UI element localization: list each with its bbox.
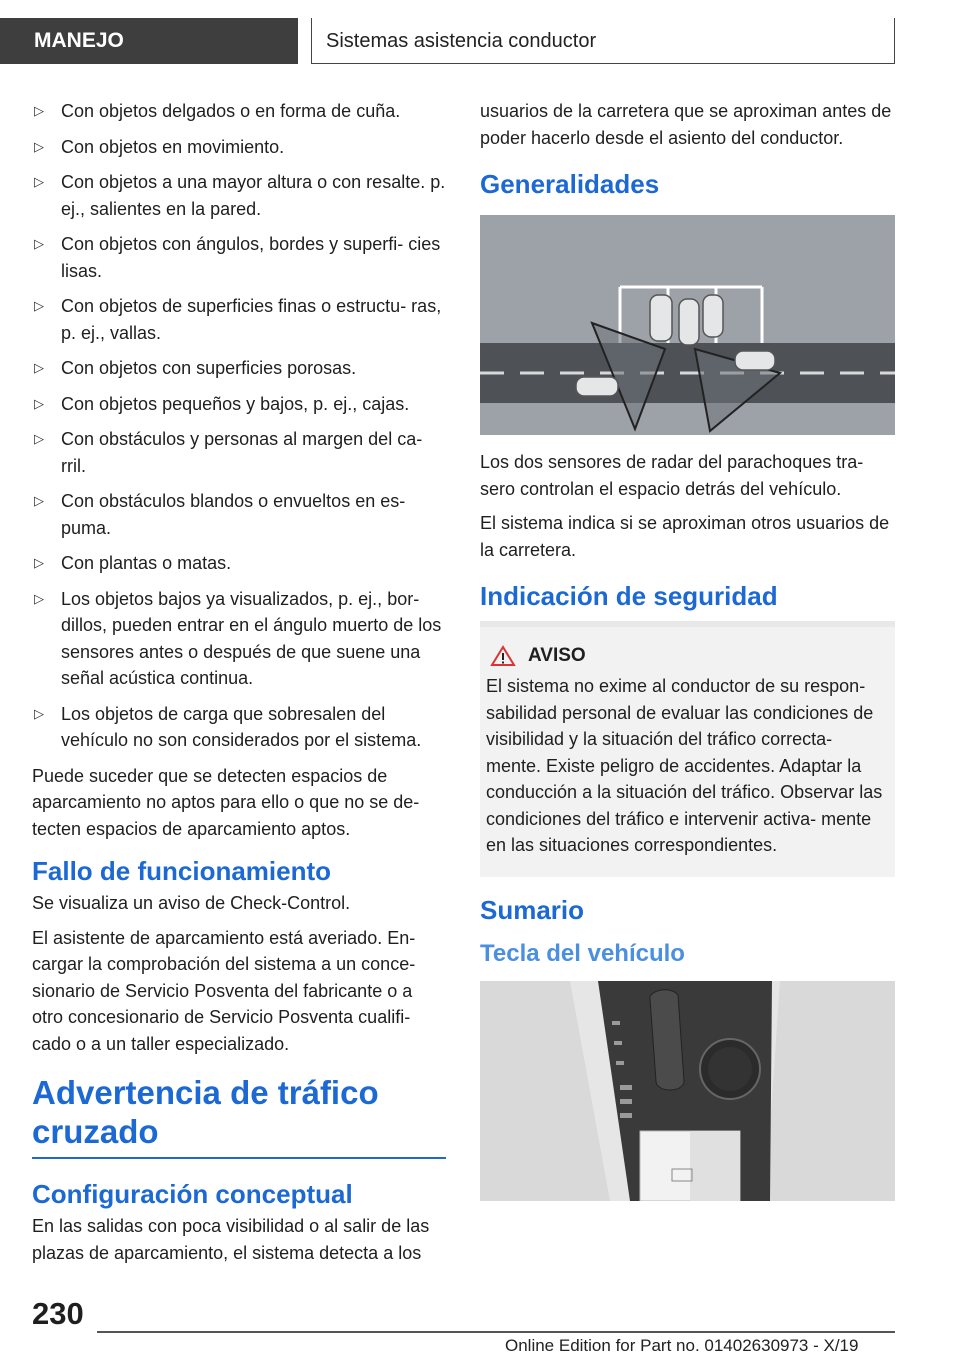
left-column	[32, 98, 446, 1274]
bullet-triangle-icon: ▷	[34, 103, 44, 118]
bullet-item	[32, 134, 446, 161]
warning-triangle-icon	[486, 645, 520, 667]
bullet-text: Con objetos delgados o en forma de cuña.	[61, 101, 401, 121]
radar-diagram-figure	[480, 215, 895, 435]
bullet-item	[32, 355, 446, 382]
bullet-triangle-icon: ▷	[34, 236, 44, 251]
bullet-item	[32, 550, 446, 577]
bullet-text: Con objetos con superficies porosas.	[61, 358, 357, 378]
bullet-triangle-icon: ▷	[34, 395, 44, 411]
heading-advertencia: Advertencia de tráfico cruzado	[32, 1074, 379, 1150]
bullet-triangle-icon: ▷	[34, 555, 44, 570]
bullet-text: Con objetos de superficies finas o estructu‐ ras, p. ej., vallas.	[61, 296, 442, 343]
heading-config: Configuración conceptual	[32, 1179, 353, 1209]
bullet-text: Los objetos bajos ya visualizados, p. ej., bor‐ dillos, pueden entrar en el ángulo muerto de los sensores antes o después de que suene una señal acústica continua.	[61, 588, 442, 688]
bullet-triangle-icon: ▷	[34, 493, 44, 508]
bullet-triangle-icon: ▷	[34, 431, 44, 446]
right-column	[480, 98, 895, 1201]
bullet-triangle-icon: ▷	[34, 174, 44, 189]
heading-generalidades: Generalidades	[480, 169, 660, 199]
chapter-title: Sistemas asistencia conductor	[311, 18, 895, 64]
heading-rule	[32, 1157, 446, 1159]
bullet-text: Los objetos de carga que sobresalen del vehículo no son considerados por el sistema.	[61, 703, 422, 750]
bullet-item	[32, 98, 446, 125]
edition-note: Online Edition for Part no. 01402630973 - X/19	[505, 1336, 859, 1355]
heading-seguridad: Indicación de seguridad	[480, 581, 778, 611]
warning-title: AVISO	[528, 645, 586, 666]
bullet-item	[32, 231, 446, 284]
bullet-triangle-icon: ▷	[34, 590, 44, 606]
bullet-text: Con plantas o matas.	[61, 553, 232, 573]
bullet-triangle-icon: ▷	[34, 705, 44, 721]
paragraph-fallo-2: El asistente de aparcamiento está averiado. En‐ cargar la comprobación del sistema a un conce‐ sionario de Servicio Posventa del fabricante o a otro concesionario de Servicio Posventa cualifi‐ cado o a un taller especializado.	[32, 927, 416, 1054]
section-tab: MANEJO	[0, 18, 298, 64]
bullet-triangle-icon: ▷	[34, 360, 44, 375]
warning-text: El sistema no exime al conductor de su respon‐ sabilidad personal de evaluar las condiciones de visibilidad y la situación del tráfico correcta‐ mente. Existe peligro de accidentes. Adaptar la conducción a la situación del tráfico. Observar las condiciones del tráfico e intervenir activa‐ mente en las situaciones correspondientes.	[486, 676, 883, 855]
paragraph-detect: Puede suceder que se detecten espacios de aparcamiento no aptos para ello o que no se de‐ tecten espacios de aparcamiento aptos.	[32, 765, 420, 839]
warning-box	[480, 627, 895, 877]
bullet-triangle-icon: ▷	[34, 298, 44, 313]
bullet-item	[32, 169, 446, 222]
bullet-text: Con objetos pequeños y bajos, p. ej., cajas.	[61, 393, 410, 414]
heading-tecla: Tecla del vehículo	[480, 939, 685, 967]
page-number: 230	[32, 1296, 84, 1331]
bullet-item	[32, 488, 446, 541]
bullet-item	[32, 426, 446, 479]
bullet-text: Con objetos a una mayor altura o con resalte. p. ej., salientes en la pared.	[61, 172, 446, 219]
bullet-text: Con obstáculos blandos o envueltos en es‐ puma.	[61, 491, 406, 538]
footer-rule	[97, 1331, 895, 1333]
bullet-text: Con objetos con ángulos, bordes y superfi‐ cies lisas.	[61, 234, 441, 281]
bullet-item	[32, 586, 446, 692]
bullet-item	[32, 391, 446, 418]
heading-sumario: Sumario	[480, 894, 585, 925]
heading-fallo: Fallo de funcionamiento	[32, 856, 332, 886]
bullet-text: Con obstáculos y personas al margen del ca‐ rril.	[61, 429, 423, 476]
vehicle-button-figure	[480, 981, 895, 1201]
paragraph-config: En las salidas con poca visibilidad o al salir de las plazas de aparcamiento, el sistema detecta a los	[32, 1216, 430, 1263]
paragraph-gen-1: Los dos sensores de radar del parachoques tra‐ sero controlan el espacio detrás del vehículo.	[480, 452, 864, 499]
paragraph-continued: usuarios de la carretera que se aproximan antes de poder hacerlo desde el asiento del conductor.	[480, 101, 892, 148]
bullet-item	[32, 701, 446, 754]
limitations-list	[32, 98, 446, 754]
paragraph-fallo-1: Se visualiza un aviso de Check-Control.	[32, 893, 351, 913]
paragraph-gen-2: El sistema indica si se aproximan otros usuarios de la carretera.	[480, 513, 890, 560]
bullet-item	[32, 293, 446, 346]
bullet-triangle-icon: ▷	[34, 138, 44, 154]
bullet-text: Con objetos en movimiento.	[61, 136, 285, 157]
